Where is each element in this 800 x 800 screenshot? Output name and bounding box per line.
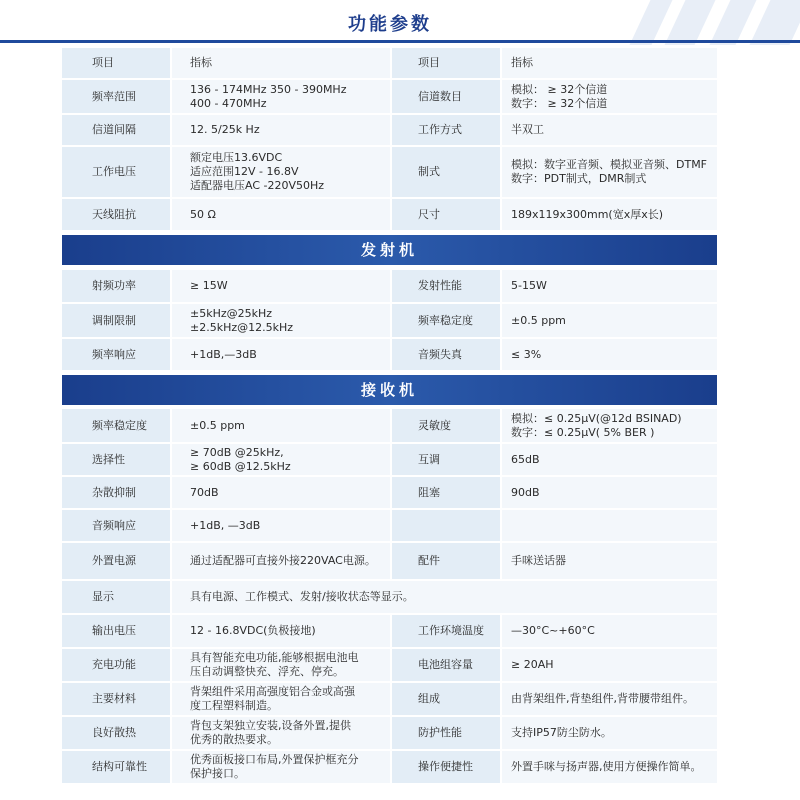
table-row [62,581,717,615]
spec-value: 模拟：数字亚音频、模拟亚音频、DTMF 数字：PDT制式，DMR制式 [502,147,717,197]
spec-label: 频率响应 [62,339,170,370]
col-header-spec: 指标 [502,48,717,78]
spec-value: ≥ 70dB @25kHz, ≥ 60dB @12.5kHz [172,444,390,475]
spec-value: 65dB [502,444,717,475]
table-row [62,477,717,510]
page-title: 功能参数 [348,14,432,35]
spec-value: ±0.5 ppm [502,304,717,337]
spec-value: 5-15W [502,270,717,302]
spec-value: 90dB [502,477,717,508]
section-title-transmitter: 发射机 [62,235,717,265]
spec-label: 电池组容量 [392,649,500,681]
table-row [62,147,717,199]
spec-label: 工作方式 [392,115,500,145]
spec-label: 灵敏度 [392,409,500,442]
table-row [62,304,717,339]
table-row [62,717,717,751]
spec-label: 选择性 [62,444,170,475]
page-header [0,0,800,45]
spec-label: 配件 [392,543,500,579]
spec-label: 信道数目 [392,80,500,113]
spec-value: 50 Ω [172,199,390,230]
header-rule [0,40,800,43]
spec-label: 工作电压 [62,147,170,197]
spec-value: 具有智能充电功能,能够根据电池电 压自动调整快充、浮充、停充。 [172,649,390,681]
table-row [62,115,717,147]
table-row [62,270,717,304]
spec-label: 信道间隔 [62,115,170,145]
spec-label: 操作便捷性 [392,751,500,783]
spec-label: 杂散抑制 [62,477,170,508]
spec-value: 70dB [172,477,390,508]
spec-label: 良好散热 [62,717,170,749]
spec-label: 发射性能 [392,270,500,302]
spec-value: ±0.5 ppm [172,409,390,442]
spec-label: 充电功能 [62,649,170,681]
table-row [62,510,717,543]
spec-label: 阻塞 [392,477,500,508]
spec-value: ≤ 3% [502,339,717,370]
table-row-header [62,48,717,80]
spec-value: 具有电源、工作模式、发射/接收状态等显示。 [172,581,717,613]
spec-label: 射频功率 [62,270,170,302]
spec-value: ±5kHz@25kHz ±2.5kHz@12.5kHz [172,304,390,337]
table-row [62,649,717,683]
spec-value: 通过适配器可直接外接220VAC电源。 [172,543,390,579]
spec-value: +1dB,—3dB [172,339,390,370]
spec-value: ≥ 20AH [502,649,717,681]
spec-value: 半双工 [502,115,717,145]
spec-label: 调制限制 [62,304,170,337]
spec-value: —30°C~+60°C [502,615,717,647]
spec-value: 136 - 174MHz 350 - 390MHz 400 - 470MHz [172,80,390,113]
spec-label: 音频失真 [392,339,500,370]
section-title-receiver: 接收机 [62,375,717,405]
spec-label: 主要材料 [62,683,170,715]
spec-label: 显示 [62,581,170,613]
table-row [62,615,717,649]
spec-label: 频率稳定度 [392,304,500,337]
spec-label: 组成 [392,683,500,715]
spec-value: 12. 5/25k Hz [172,115,390,145]
table-row [62,751,717,785]
spec-value: 额定电压13.6VDC 适应范围12V - 16.8V 适配器电压AC -220V50Hz [172,147,390,197]
spec-label: 音频响应 [62,510,170,541]
spec-label: 输出电压 [62,615,170,647]
spec-label: 工作环境温度 [392,615,500,647]
spec-label: 频率范围 [62,80,170,113]
spec-value [502,510,717,541]
col-header-item: 项目 [62,48,170,78]
spec-label: 制式 [392,147,500,197]
spec-value: 优秀面板接口布局,外置保护框充分 保护接口。 [172,751,390,783]
table-row [62,683,717,717]
spec-value: 模拟：≤ 0.25μV(@12d BSINAD) 数字：≤ 0.25μV( 5% BER ) [502,409,717,442]
table-row [62,80,717,115]
spec-value: 由背架组件,背垫组件,背带腰带组件。 [502,683,717,715]
spec-label: 天线阻抗 [62,199,170,230]
spec-label: 尺寸 [392,199,500,230]
spec-value: +1dB, —3dB [172,510,390,541]
spec-value: 背架组件采用高强度铝合金或高强 度工程塑料制造。 [172,683,390,715]
spec-label: 结构可靠性 [62,751,170,783]
spec-label: 防护性能 [392,717,500,749]
spec-value: 背包支架独立安装,设备外置,提供 优秀的散热要求。 [172,717,390,749]
col-header-item: 项目 [392,48,500,78]
spec-label [392,510,500,541]
spec-value: 支持IP57防尘防水。 [502,717,717,749]
spec-label: 频率稳定度 [62,409,170,442]
table-row [62,199,717,232]
spec-value: 手咪送话器 [502,543,717,579]
spec-value: ≥ 15W [172,270,390,302]
spec-value: 12 - 16.8VDC(负极接地) [172,615,390,647]
spec-value: 模拟： ≥ 32个信道 数字： ≥ 32个信道 [502,80,717,113]
table-row [62,409,717,444]
table-row [62,339,717,372]
spec-value: 189x119x300mm(宽x厚x长) [502,199,717,230]
col-header-spec: 指标 [172,48,390,78]
table-row [62,543,717,581]
table-row [62,444,717,477]
spec-value: 外置手咪与扬声器,使用方便操作简单。 [502,751,717,783]
spec-label: 外置电源 [62,543,170,579]
spec-label: 互调 [392,444,500,475]
